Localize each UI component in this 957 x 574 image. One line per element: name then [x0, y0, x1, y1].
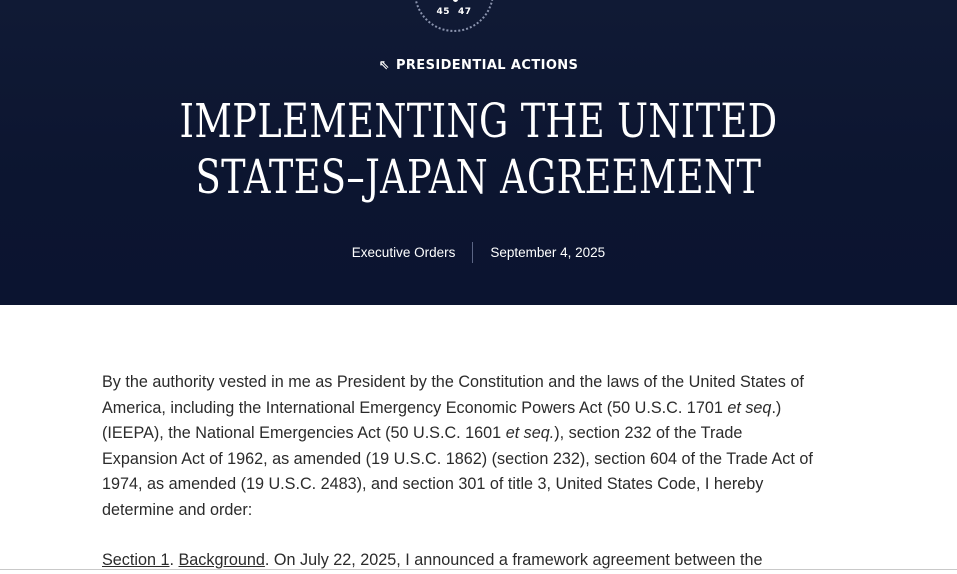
section-text: On July 22, 2025, I announced a framework agreement between the [273, 551, 763, 569]
seal-number-left: 45 [436, 7, 450, 17]
seal-number-right: 47 [458, 7, 472, 17]
page-title [105, 94, 851, 206]
section-link-presidential-actions[interactable] [0, 58, 957, 73]
category-link[interactable]: Executive Orders [351, 245, 456, 261]
section-number: Section 1 [102, 551, 170, 569]
section-link-label: PRESIDENTIAL ACTIONS [395, 58, 579, 73]
intro-text-2: .) (IEEPA), the National Emergencies Act (50 U.S.C. 1601 [102, 398, 782, 442]
presidential-seal-logo [414, 0, 494, 32]
page-title-line-2: STATES–JAPAN AGREEMENT [195, 150, 762, 205]
intro-italic-2: et seq. [505, 424, 555, 442]
intro-text-3: ), section 232 of the Trade Expansion Act of 1962, as amended (19 U.S.C. 1862) (section 232), section 604 of the Trade Act of 1974, as amended (19 U.S.C. 2483), and section 301 of title 3, United States Code, I hereby determine and order: [102, 424, 813, 519]
seal-star-icon [453, 0, 458, 2]
intro-text-1: By the authority vested in me as President by the Constitution and the laws of the United States of America, including the International Emergency Economic Powers Act (50 U.S.C. 1701 [102, 373, 804, 417]
article-paragraph-intro [102, 370, 822, 523]
meta-divider [472, 242, 473, 263]
arrow-up-left-icon: ⇖ [378, 58, 390, 73]
bottom-divider [0, 569, 957, 570]
publish-date: September 4, 2025 [490, 245, 606, 261]
section-separator-1: . [169, 551, 179, 569]
page-title-line-1: IMPLEMENTING THE UNITED [179, 94, 778, 149]
seal-numbers [416, 7, 492, 17]
intro-italic-1: et seq [727, 398, 772, 417]
article-body [102, 370, 822, 574]
section-heading: Background [178, 551, 265, 569]
section-separator-2: . [264, 551, 274, 569]
article-meta [0, 243, 957, 264]
